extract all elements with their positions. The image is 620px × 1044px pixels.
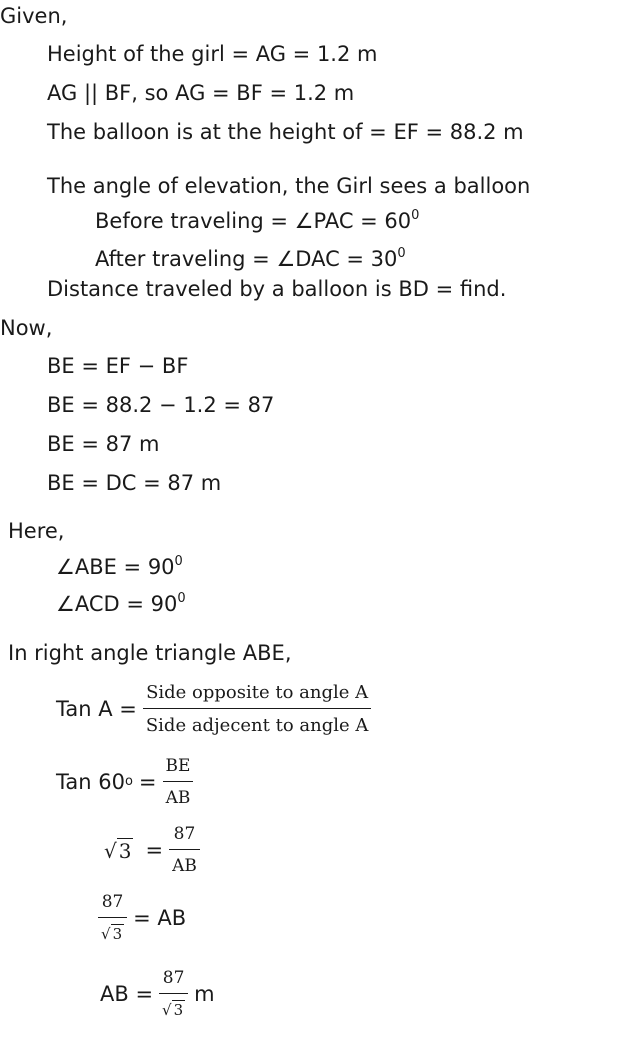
angle-acd-line bbox=[56, 591, 186, 616]
sqrt3-radicand: 3 bbox=[118, 838, 132, 863]
ab-final-denominator bbox=[159, 994, 188, 1020]
tan-a-lhs: Tan A = bbox=[56, 697, 137, 721]
distance-line: Distance traveled by a balloon is BD = find. bbox=[47, 277, 507, 301]
ab-final-unit: m bbox=[194, 982, 215, 1006]
sqrt3-numerator: 87 bbox=[169, 824, 200, 850]
tan60-denominator: AB bbox=[165, 788, 191, 808]
ab-left-sqrt bbox=[101, 924, 124, 943]
tan-a-fraction bbox=[143, 682, 372, 736]
ab-left-radicand: 3 bbox=[112, 925, 123, 943]
ab-final-lhs: AB = bbox=[100, 982, 154, 1006]
after-degree-sup: 0 bbox=[397, 246, 406, 261]
tan-a-numerator: Side opposite to angle A bbox=[143, 682, 372, 709]
step-line: BE = 87 m bbox=[47, 432, 160, 456]
step-line: BE = 88.2 − 1.2 = 87 bbox=[47, 393, 275, 417]
angle-abe-text: ∠ABE = 90 bbox=[56, 555, 175, 579]
ab-fraction-equation bbox=[98, 892, 186, 944]
sqrt-symbol: √ bbox=[101, 925, 111, 943]
here-heading: Here, bbox=[8, 519, 65, 543]
tan60-numerator: BE bbox=[163, 756, 194, 782]
angle-abe-sup: 0 bbox=[174, 554, 183, 569]
ab-left-numerator: 87 bbox=[98, 892, 127, 918]
sqrt3-expression bbox=[104, 838, 133, 863]
triangle-heading: In right angle triangle ABE, bbox=[8, 641, 292, 665]
before-traveling-text: Before traveling = ∠PAC = 60 bbox=[95, 209, 412, 233]
ab-rhs: = AB bbox=[133, 906, 187, 930]
tan60-lhs: Tan 60 bbox=[56, 770, 125, 794]
sqrt3-equation bbox=[104, 824, 206, 876]
tan60-equation: Tan 60 o = $\frac{BE}{AB}$ bbox=[56, 756, 199, 808]
elevation-intro-line: The angle of elevation, the Girl sees a balloon bbox=[47, 174, 531, 198]
step-line: BE = DC = 87 m bbox=[47, 471, 222, 495]
parallel-line: AG || BF, so AG = BF = 1.2 m bbox=[47, 81, 355, 105]
now-heading: Now, bbox=[0, 316, 53, 340]
sqrt3-denominator: AB bbox=[172, 856, 197, 876]
tan60-fraction bbox=[163, 756, 194, 808]
ab-final-radicand: 3 bbox=[173, 1001, 184, 1019]
tan60-equals: = bbox=[138, 770, 157, 794]
ab-left-denominator bbox=[98, 918, 127, 944]
after-traveling-line bbox=[95, 246, 406, 271]
ab-final-fraction bbox=[159, 968, 188, 1020]
angle-abe-line bbox=[56, 554, 183, 579]
girl-height-line: Height of the girl = AG = 1.2 m bbox=[47, 42, 378, 66]
before-traveling-line bbox=[95, 208, 420, 233]
balloon-height-line: The balloon is at the height of = EF = 88.2 m bbox=[47, 120, 524, 144]
angle-acd-text: ∠ACD = 90 bbox=[56, 592, 178, 616]
ab-final-equation bbox=[100, 968, 215, 1020]
ab-final-sqrt bbox=[162, 1000, 185, 1019]
sqrt3-equals: = bbox=[145, 838, 164, 862]
sqrt-symbol: √ bbox=[162, 1001, 172, 1019]
tan-a-denominator: Side adjecent to angle A bbox=[145, 715, 369, 736]
sqrt3-fraction bbox=[169, 824, 200, 876]
ab-left-fraction bbox=[98, 892, 127, 944]
angle-acd-sup: 0 bbox=[177, 591, 186, 606]
step-line: BE = EF − BF bbox=[47, 354, 189, 378]
ab-final-numerator: 87 bbox=[159, 968, 188, 994]
sqrt-symbol: √ bbox=[104, 838, 117, 863]
given-heading: Given, bbox=[0, 4, 68, 28]
after-traveling-text: After traveling = ∠DAC = 30 bbox=[95, 247, 398, 271]
before-degree-sup: 0 bbox=[411, 208, 420, 223]
tan-a-equation bbox=[56, 682, 377, 736]
